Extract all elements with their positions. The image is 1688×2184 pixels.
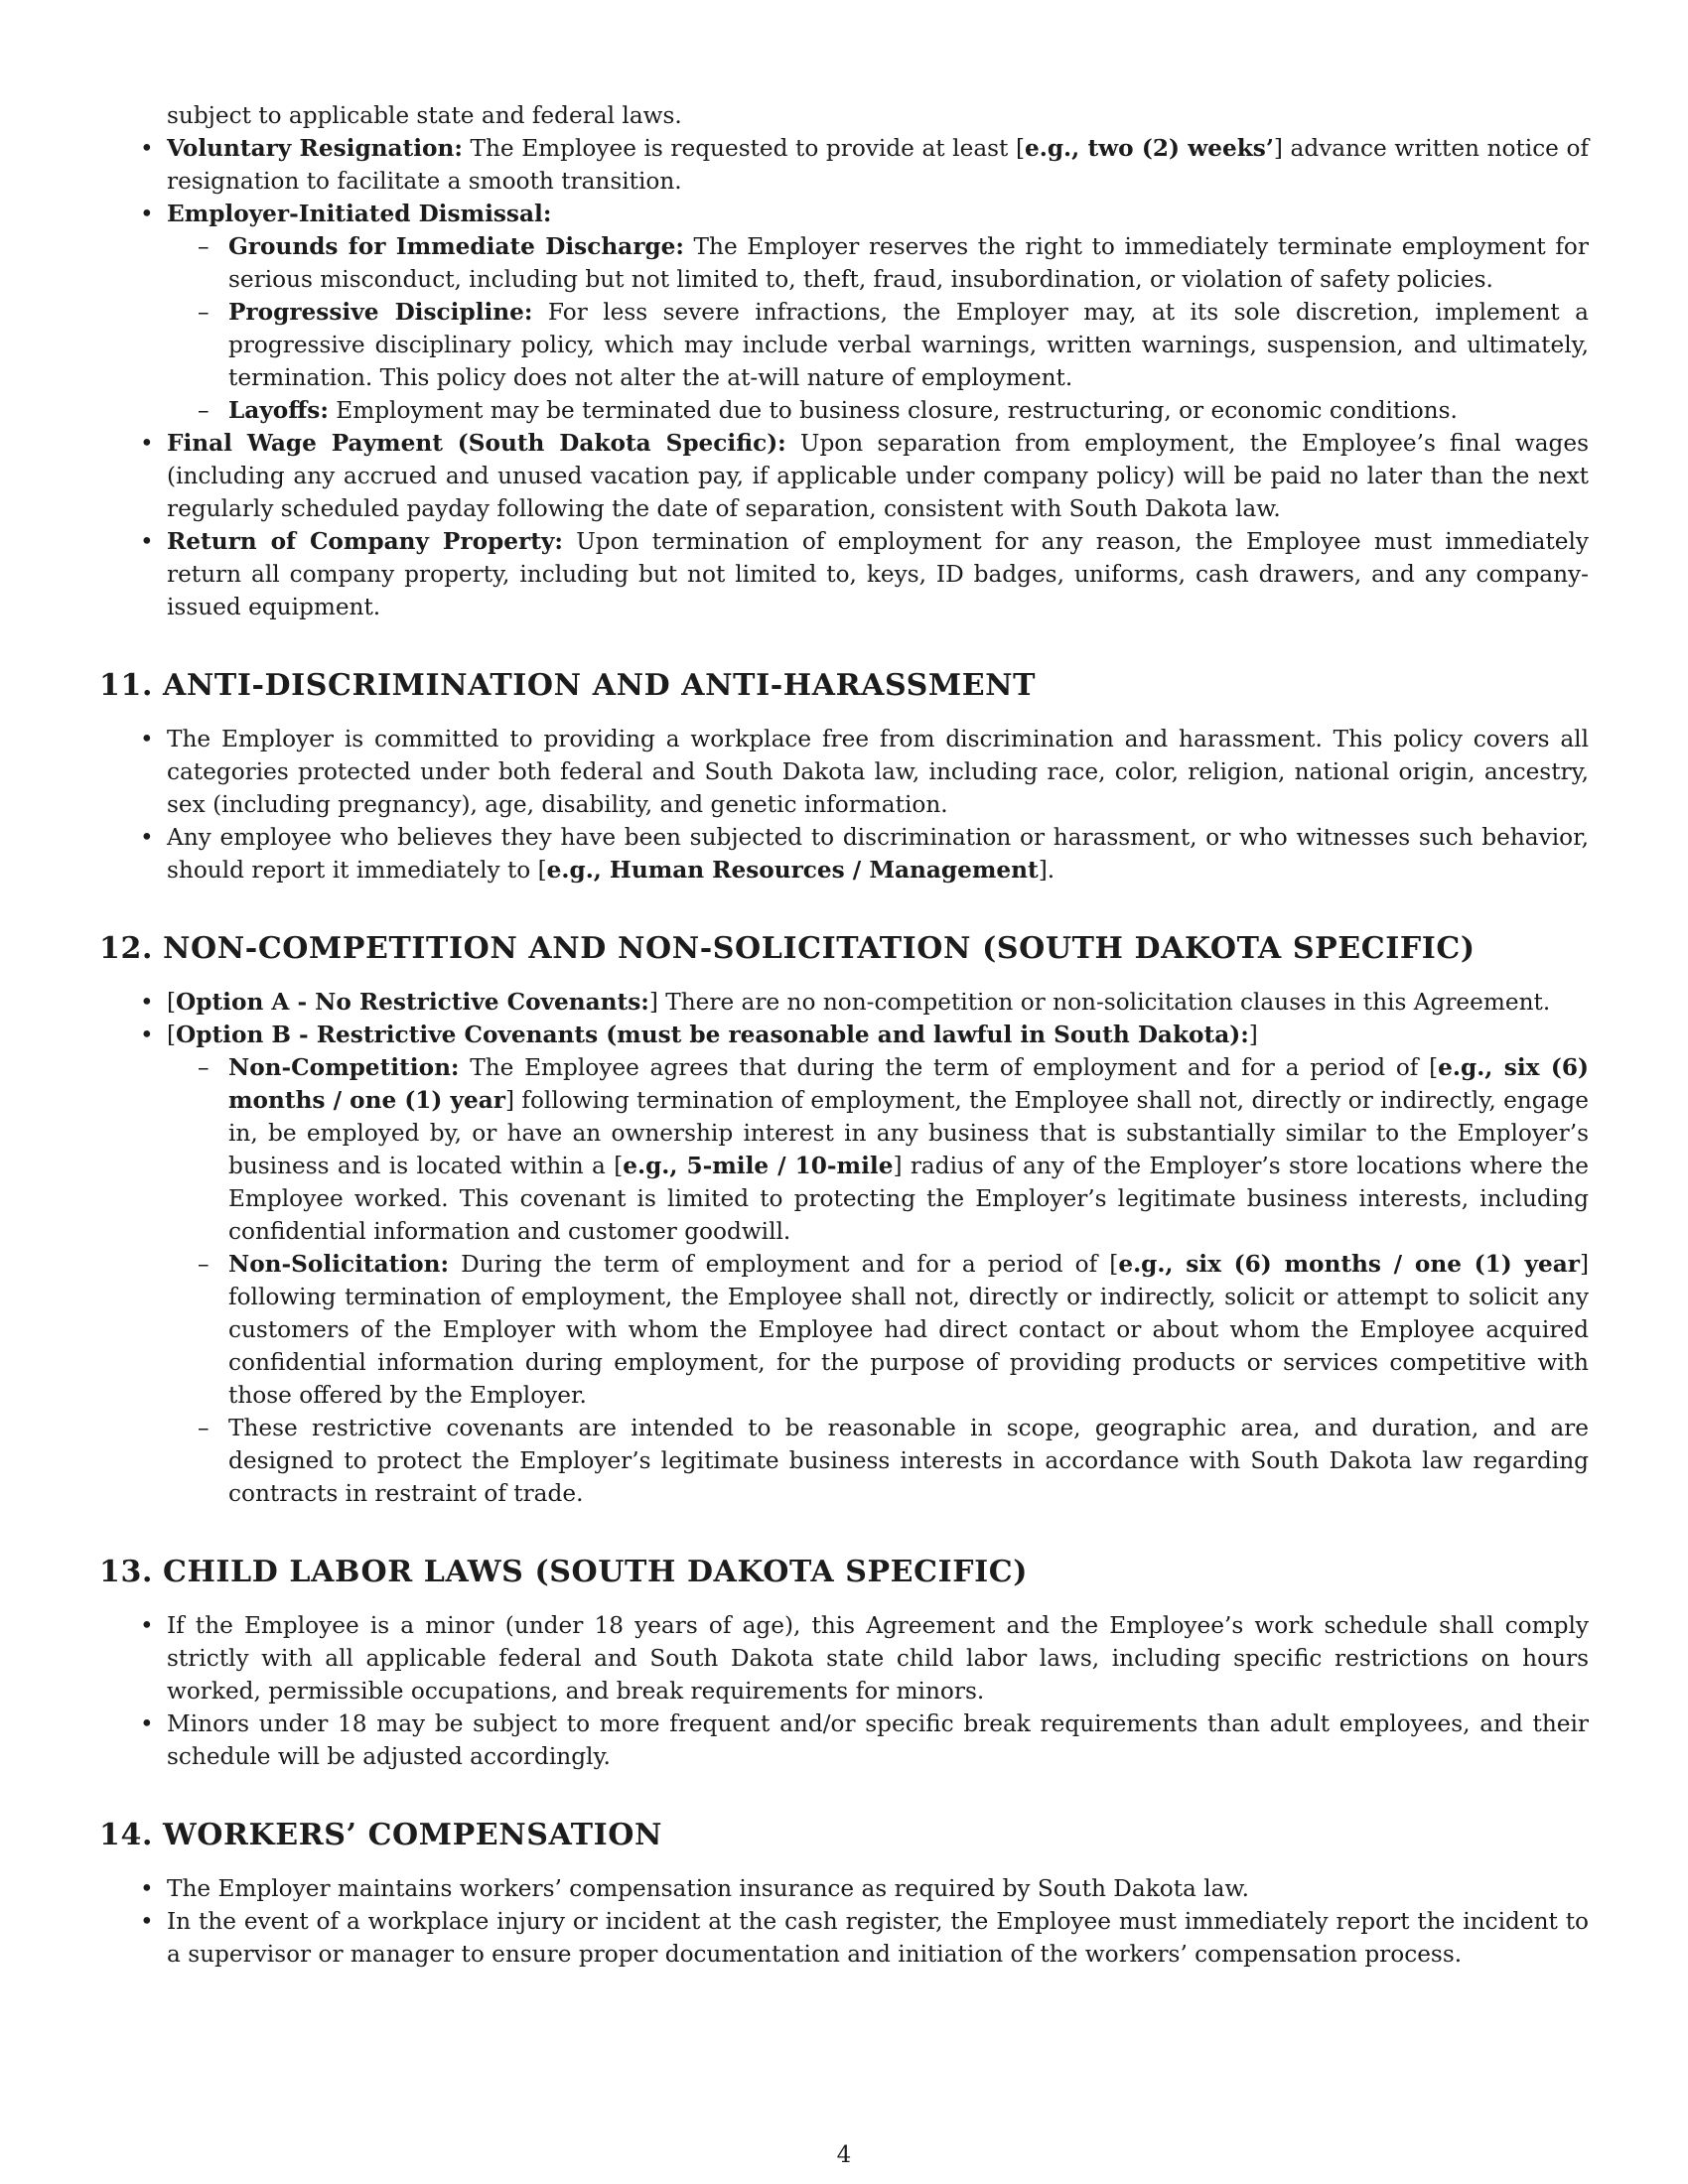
section-14-heading: 14. WORKERS’ COMPENSATION (99, 1818, 663, 1852)
list-item: • Final Wage Payment (South Dakota Specific): Upon separation from employment, the Employee’s final wages (including any accrued and unused vacation pay, if applicable under company policy) will be paid no later than the next regularly scheduled payday following the date of separation, consistent with South Dakota law. (99, 427, 1589, 525)
list-item: • If the Employee is a minor (under 18 years of age), this Agreement and the Employee’s work schedule shall comply strictly with all applicable federal and South Dakota state child labor laws, including specific restrictions on hours worked, permissible occupations, and break requirements for minors. (99, 1609, 1589, 1707)
list-item: – Layoffs: Employment may be terminated due to business closure, restructuring, or economic conditions. (167, 394, 1589, 427)
list-item: – Grounds for Immediate Discharge: The Employer reserves the right to immediately terminate employment for serious misconduct, including but not limited to, theft, fraud, insubordination, or violation of safety policies. (167, 230, 1589, 296)
list-item: • [Option B - Restrictive Covenants (must be reasonable and lawful in South Dakota):] – Non-Competition: The Employee agrees that during the term of employment and for a period of [e.g., six (6) months / one (1) year] following termination of employment, the Employee shall not, directly or indirectly, engage in, be employed by, or have an ownership interest in any business that is substantially similar to the Employer’s business and is located within a [e.g., 5-mile / 10-mile] radius of any of the Employer’s store locations where the Employee worked. This covenant is limited to protecting the Employer’s legitimate business interests, including confidential information and customer goodwill. – Non-Solicitation: During the term of employment and for a period of [e.g., six (6) months / one (1) year] following termination of employment, the Employee shall not, directly or indirectly, solicit or attempt to solicit any customers of the Employer with whom the Employee had direct contact or about whom the Employee acquired confidential information during employment, for the purpose of providing products or services competitive with those offered by the Employer. – These restrictive covenants are intended to be reasonable in scope, geographic area, and duration, and are designed to protect the Employer’s legitimate business interests in accordance with South Dakota law regarding contracts in restraint of trade. (99, 1019, 1589, 1510)
list-item: – These restrictive covenants are intended to be reasonable in scope, geographic area, and duration, and are designed to protect the Employer’s legitimate business interests in accordance with South Dakota law regarding contracts in restraint of trade. (167, 1412, 1589, 1510)
voluntary-resignation-label: Voluntary Resignation: (167, 135, 463, 162)
option-b-sublist (167, 1051, 1589, 1510)
list-item: – Progressive Discipline: For less severe infractions, the Employer may, at its sole discretion, implement a progressive disciplinary policy, which may include verbal warnings, written warnings, suspension, and ultimately, termination. This policy does not alter the at-will nature of employment. (167, 296, 1589, 394)
section-12-list (99, 986, 1589, 1510)
page-number: 4 (836, 2142, 852, 2168)
list-item: • The Employer maintains workers’ compensation insurance as required by South Dakota law. (99, 1872, 1589, 1905)
section-12-heading: 12. NON-COMPETITION AND NON-SOLICITATION (SOUTH DAKOTA SPECIFIC) (99, 931, 1476, 966)
list-item: • In the event of a workplace injury or incident at the cash register, the Employee must immediately report the incident to a supervisor or manager to ensure proper documentation and initiation of the workers’ compensation process. (99, 1905, 1589, 1971)
list-item: • Voluntary Resignation: The Employee is requested to provide at least [e.g., two (2) weeks’] advance written notice of resignation to facilitate a smooth transition. (99, 132, 1589, 198)
list-item: • The Employer is committed to providing a workplace free from discrimination and harassment. This policy covers all categories protected under both federal and South Dakota law, including race, color, religion, national origin, ancestry, sex (including pregnancy), age, disability, and genetic information. (99, 723, 1589, 821)
list-item: • Return of Company Property: Upon termination of employment for any reason, the Employee must immediately return all company property, including but not limited to, keys, ID badges, uniforms, cash drawers, and any company-issued equipment. (99, 525, 1589, 623)
list-item: – Non-Solicitation: During the term of employment and for a period of [e.g., six (6) months / one (1) year] following termination of employment, the Employee shall not, directly or indirectly, solicit or attempt to solicit any customers of the Employer with whom the Employee had direct contact or about whom the Employee acquired confidential information during employment, for the purpose of providing products or services competitive with those offered by the Employer. (167, 1248, 1589, 1412)
section-10-list (99, 132, 1589, 623)
page-content (99, 99, 1589, 1971)
list-item: • Any employee who believes they have been subjected to discrimination or harassment, or who witnesses such behavior, should report it immediately to [e.g., Human Resources / Management]. (99, 821, 1589, 887)
list-item (99, 198, 1589, 427)
section-13-heading: 13. CHILD LABOR LAWS (SOUTH DAKOTA SPECIFIC) (99, 1555, 1029, 1589)
list-item: – Non-Competition: The Employee agrees that during the term of employment and for a period of [e.g., six (6) months / one (1) year] following termination of employment, the Employee shall not, directly or indirectly, engage in, be employed by, or have an ownership interest in any business that is substantially similar to the Employer’s business and is located within a [e.g., 5-mile / 10-mile] radius of any of the Employer’s store locations where the Employee worked. This covenant is limited to protecting the Employer’s legitimate business interests, including confidential information and customer goodwill. (167, 1051, 1589, 1248)
list-item: • [Option A - No Restrictive Covenants:] There are no non-competition or non-solicitation clauses in this Agreement. (99, 986, 1589, 1019)
section-14-list (99, 1872, 1589, 1971)
section-11-heading: 11. ANTI-DISCRIMINATION AND ANTI-HARASSMENT (99, 668, 1037, 703)
continuation-text: subject to applicable state and federal laws. (167, 102, 682, 129)
list-item: • Minors under 18 may be subject to more frequent and/or specific break requirements than adult employees, and their schedule will be adjusted accordingly. (99, 1707, 1589, 1773)
dismissal-sublist (167, 230, 1589, 427)
section-11-list (99, 723, 1589, 887)
dismissal-label: Employer-Initiated Dismissal: (167, 201, 552, 227)
section-13-list (99, 1609, 1589, 1773)
